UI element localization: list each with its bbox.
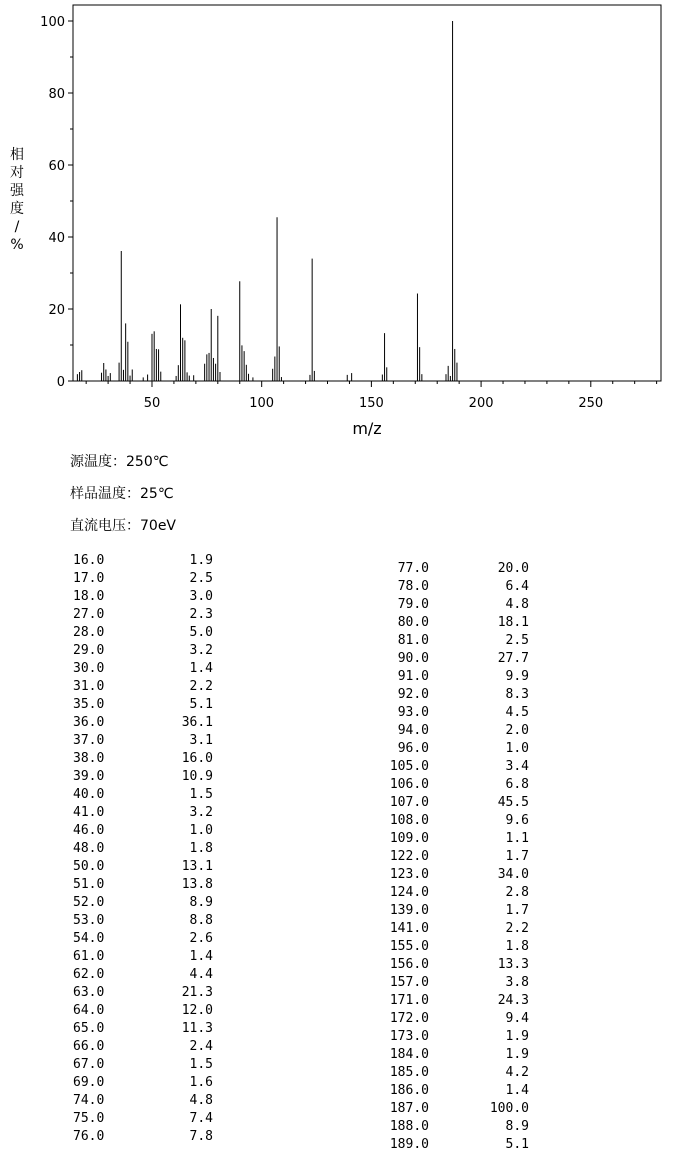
mz-value: 29.0 <box>73 643 105 658</box>
table-row <box>73 876 233 894</box>
y-axis-label-char: 对 <box>10 165 24 181</box>
intensity-value: 18.1 <box>497 615 529 630</box>
mz-value: 40.0 <box>73 787 105 802</box>
mz-value: 107.0 <box>389 795 429 810</box>
source-temperature: 源温度：250℃ <box>70 454 169 470</box>
intensity-value: 1.0 <box>505 741 529 756</box>
table-row <box>379 578 539 596</box>
mz-value: 79.0 <box>397 597 429 612</box>
y-tick-label: 20 <box>48 303 65 318</box>
mz-value: 157.0 <box>389 975 429 990</box>
table-row <box>73 1020 233 1038</box>
y-axis-label-char: 相 <box>10 147 24 163</box>
table-row <box>379 560 539 578</box>
mz-value: 30.0 <box>73 661 105 676</box>
table-row <box>379 776 539 794</box>
y-axis-label-char: % <box>10 237 24 253</box>
y-axis-label-char: 强 <box>10 183 24 199</box>
table-row <box>379 722 539 740</box>
mz-value: 156.0 <box>389 957 429 972</box>
table-row <box>73 1110 233 1128</box>
instrument-params <box>70 451 176 547</box>
intensity-value: 1.4 <box>505 1083 529 1098</box>
y-axis-label-char: 度 <box>10 201 24 217</box>
table-row <box>73 660 233 678</box>
intensity-value: 4.5 <box>505 705 529 720</box>
mz-value: 35.0 <box>73 697 105 712</box>
table-row <box>73 1002 233 1020</box>
y-axis <box>40 15 73 390</box>
mz-value: 171.0 <box>389 993 429 1008</box>
mz-value: 63.0 <box>73 985 105 1000</box>
mz-value: 36.0 <box>73 715 105 730</box>
intensity-value: 7.8 <box>189 1129 213 1144</box>
x-tick-label: 100 <box>249 396 275 411</box>
peak-table-left <box>73 552 233 1146</box>
mz-value: 54.0 <box>73 931 105 946</box>
table-row <box>73 570 233 588</box>
mz-value: 172.0 <box>389 1011 429 1026</box>
table-row <box>379 1046 539 1064</box>
mz-value: 27.0 <box>73 607 105 622</box>
intensity-value: 1.4 <box>189 661 213 676</box>
dc-voltage: 直流电压：70eV <box>70 518 177 534</box>
mz-value: 108.0 <box>389 813 429 828</box>
mz-value: 74.0 <box>73 1093 105 1108</box>
table-row <box>379 596 539 614</box>
intensity-value: 1.7 <box>505 849 529 864</box>
mz-value: 155.0 <box>389 939 429 954</box>
table-row <box>379 794 539 812</box>
x-tick-label: 50 <box>143 396 161 411</box>
intensity-value: 1.8 <box>505 939 529 954</box>
mz-value: 69.0 <box>73 1075 105 1090</box>
table-row <box>379 830 539 848</box>
mz-value: 122.0 <box>389 849 429 864</box>
intensity-value: 4.8 <box>189 1093 213 1108</box>
y-tick-label: 40 <box>48 231 65 246</box>
table-row <box>73 714 233 732</box>
intensity-value: 1.6 <box>189 1075 213 1090</box>
mz-value: 48.0 <box>73 841 105 856</box>
table-row <box>379 866 539 884</box>
table-row <box>379 740 539 758</box>
table-row <box>379 686 539 704</box>
intensity-value: 16.0 <box>181 751 213 766</box>
intensity-value: 13.8 <box>181 877 213 892</box>
intensity-value: 1.9 <box>505 1029 529 1044</box>
table-row <box>379 632 539 650</box>
intensity-value: 3.1 <box>189 733 213 748</box>
x-axis-label: m/z <box>352 419 382 438</box>
mz-value: 51.0 <box>73 877 105 892</box>
table-row <box>73 948 233 966</box>
mz-value: 187.0 <box>389 1101 429 1116</box>
mz-value: 76.0 <box>73 1129 105 1144</box>
mz-value: 90.0 <box>397 651 429 666</box>
mz-value: 46.0 <box>73 823 105 838</box>
mz-value: 78.0 <box>397 579 429 594</box>
table-row <box>73 1074 233 1092</box>
intensity-value: 4.4 <box>189 967 213 982</box>
table-row <box>73 1038 233 1056</box>
intensity-value: 20.0 <box>497 561 529 576</box>
mz-value: 67.0 <box>73 1057 105 1072</box>
table-row <box>73 768 233 786</box>
table-row <box>379 1064 539 1082</box>
intensity-value: 3.8 <box>505 975 529 990</box>
table-row <box>379 668 539 686</box>
table-row <box>379 812 539 830</box>
intensity-value: 21.3 <box>181 985 213 1000</box>
table-row <box>73 678 233 696</box>
x-tick-label: 250 <box>578 396 604 411</box>
mz-value: 109.0 <box>389 831 429 846</box>
mz-value: 105.0 <box>389 759 429 774</box>
intensity-value: 2.5 <box>505 633 529 648</box>
mz-value: 18.0 <box>73 589 105 604</box>
y-tick-label: 60 <box>48 159 65 174</box>
intensity-value: 8.9 <box>505 1119 529 1134</box>
intensity-value: 9.9 <box>505 669 529 684</box>
intensity-value: 27.7 <box>497 651 529 666</box>
intensity-value: 1.7 <box>505 903 529 918</box>
intensity-value: 8.3 <box>505 687 529 702</box>
intensity-value: 1.8 <box>189 841 213 856</box>
intensity-value: 11.3 <box>181 1021 213 1036</box>
table-row <box>379 1118 539 1136</box>
mz-value: 52.0 <box>73 895 105 910</box>
y-axis-label <box>8 146 26 254</box>
sample-temperature: 样品温度：25℃ <box>70 486 174 502</box>
table-row <box>379 956 539 974</box>
table-row <box>73 642 233 660</box>
mz-value: 186.0 <box>389 1083 429 1098</box>
intensity-value: 1.9 <box>189 553 213 568</box>
table-row <box>73 822 233 840</box>
mz-value: 188.0 <box>389 1119 429 1134</box>
table-row <box>73 894 233 912</box>
intensity-value: 8.9 <box>189 895 213 910</box>
table-row <box>73 552 233 570</box>
mz-value: 139.0 <box>389 903 429 918</box>
intensity-value: 24.3 <box>497 993 529 1008</box>
mz-value: 62.0 <box>73 967 105 982</box>
table-row <box>73 1092 233 1110</box>
table-row <box>73 696 233 714</box>
mz-value: 96.0 <box>397 741 429 756</box>
intensity-value: 1.5 <box>189 787 213 802</box>
table-row <box>73 732 233 750</box>
table-row <box>379 1100 539 1118</box>
mz-value: 61.0 <box>73 949 105 964</box>
table-row <box>73 912 233 930</box>
table-row <box>379 974 539 992</box>
table-row <box>73 984 233 1002</box>
intensity-value: 1.1 <box>505 831 529 846</box>
intensity-value: 1.4 <box>189 949 213 964</box>
intensity-value: 7.4 <box>189 1111 213 1126</box>
table-row <box>379 902 539 920</box>
intensity-value: 5.0 <box>189 625 213 640</box>
intensity-value: 1.9 <box>505 1047 529 1062</box>
table-row <box>379 704 539 722</box>
table-row <box>379 1082 539 1100</box>
intensity-value: 2.2 <box>505 921 529 936</box>
intensity-value: 2.4 <box>189 1039 213 1054</box>
intensity-value: 6.8 <box>505 777 529 792</box>
table-row <box>73 606 233 624</box>
mz-value: 173.0 <box>389 1029 429 1044</box>
intensity-value: 2.8 <box>505 885 529 900</box>
table-row <box>379 1028 539 1046</box>
table-row <box>379 992 539 1010</box>
table-row <box>73 624 233 642</box>
intensity-value: 36.1 <box>181 715 213 730</box>
table-row <box>379 920 539 938</box>
intensity-value: 4.8 <box>505 597 529 612</box>
mz-value: 184.0 <box>389 1047 429 1062</box>
mz-value: 94.0 <box>397 723 429 738</box>
table-row <box>73 930 233 948</box>
mz-value: 123.0 <box>389 867 429 882</box>
mz-value: 50.0 <box>73 859 105 874</box>
table-row <box>73 804 233 822</box>
mz-value: 92.0 <box>397 687 429 702</box>
mz-value: 41.0 <box>73 805 105 820</box>
table-row <box>379 650 539 668</box>
mz-value: 17.0 <box>73 571 105 586</box>
intensity-value: 8.8 <box>189 913 213 928</box>
x-tick-label: 150 <box>358 396 384 411</box>
intensity-value: 6.4 <box>505 579 529 594</box>
table-row <box>379 1010 539 1028</box>
table-row <box>73 1128 233 1146</box>
table-row <box>379 614 539 632</box>
peak-table-right <box>379 560 539 1154</box>
intensity-value: 9.4 <box>505 1011 529 1026</box>
mz-value: 39.0 <box>73 769 105 784</box>
peak-bars <box>77 21 457 381</box>
intensity-value: 3.2 <box>189 805 213 820</box>
y-axis-label-char: / <box>14 219 20 235</box>
intensity-value: 1.0 <box>189 823 213 838</box>
mz-value: 93.0 <box>397 705 429 720</box>
table-row <box>379 758 539 776</box>
intensity-value: 13.3 <box>497 957 529 972</box>
intensity-value: 4.2 <box>505 1065 529 1080</box>
intensity-value: 2.0 <box>505 723 529 738</box>
mz-value: 75.0 <box>73 1111 105 1126</box>
intensity-value: 5.1 <box>505 1137 529 1152</box>
mz-value: 189.0 <box>389 1137 429 1152</box>
table-row <box>379 938 539 956</box>
mz-value: 16.0 <box>73 553 105 568</box>
table-row <box>73 588 233 606</box>
x-tick-label: 200 <box>468 396 494 411</box>
intensity-value: 2.5 <box>189 571 213 586</box>
x-axis <box>86 381 656 411</box>
mz-value: 28.0 <box>73 625 105 640</box>
mz-value: 106.0 <box>389 777 429 792</box>
mz-value: 124.0 <box>389 885 429 900</box>
mz-value: 38.0 <box>73 751 105 766</box>
mz-value: 77.0 <box>397 561 429 576</box>
intensity-value: 10.9 <box>181 769 213 784</box>
mz-value: 141.0 <box>389 921 429 936</box>
mz-value: 80.0 <box>397 615 429 630</box>
table-row <box>73 750 233 768</box>
table-row <box>379 884 539 902</box>
intensity-value: 3.0 <box>189 589 213 604</box>
y-tick-label: 100 <box>40 15 65 30</box>
table-row <box>379 1136 539 1154</box>
intensity-value: 34.0 <box>497 867 529 882</box>
intensity-value: 2.6 <box>189 931 213 946</box>
intensity-value: 100.0 <box>489 1101 529 1116</box>
table-row <box>379 848 539 866</box>
intensity-value: 45.5 <box>497 795 529 810</box>
intensity-value: 12.0 <box>181 1003 213 1018</box>
mz-value: 66.0 <box>73 1039 105 1054</box>
intensity-value: 1.5 <box>189 1057 213 1072</box>
mz-value: 64.0 <box>73 1003 105 1018</box>
intensity-value: 9.6 <box>505 813 529 828</box>
table-row <box>73 1056 233 1074</box>
table-row <box>73 840 233 858</box>
table-row <box>73 858 233 876</box>
mz-value: 185.0 <box>389 1065 429 1080</box>
y-tick-label: 0 <box>56 375 65 390</box>
plot-frame <box>73 5 661 381</box>
intensity-value: 5.1 <box>189 697 213 712</box>
mass-spectrum-chart <box>0 0 680 440</box>
mz-value: 37.0 <box>73 733 105 748</box>
table-row <box>73 966 233 984</box>
intensity-value: 2.2 <box>189 679 213 694</box>
mz-value: 65.0 <box>73 1021 105 1036</box>
table-row <box>73 786 233 804</box>
y-tick-label: 80 <box>48 87 65 102</box>
mz-value: 91.0 <box>397 669 429 684</box>
mz-value: 53.0 <box>73 913 105 928</box>
intensity-value: 3.4 <box>505 759 529 774</box>
intensity-value: 13.1 <box>181 859 213 874</box>
mz-value: 81.0 <box>397 633 429 648</box>
intensity-value: 3.2 <box>189 643 213 658</box>
intensity-value: 2.3 <box>189 607 213 622</box>
mz-value: 31.0 <box>73 679 105 694</box>
